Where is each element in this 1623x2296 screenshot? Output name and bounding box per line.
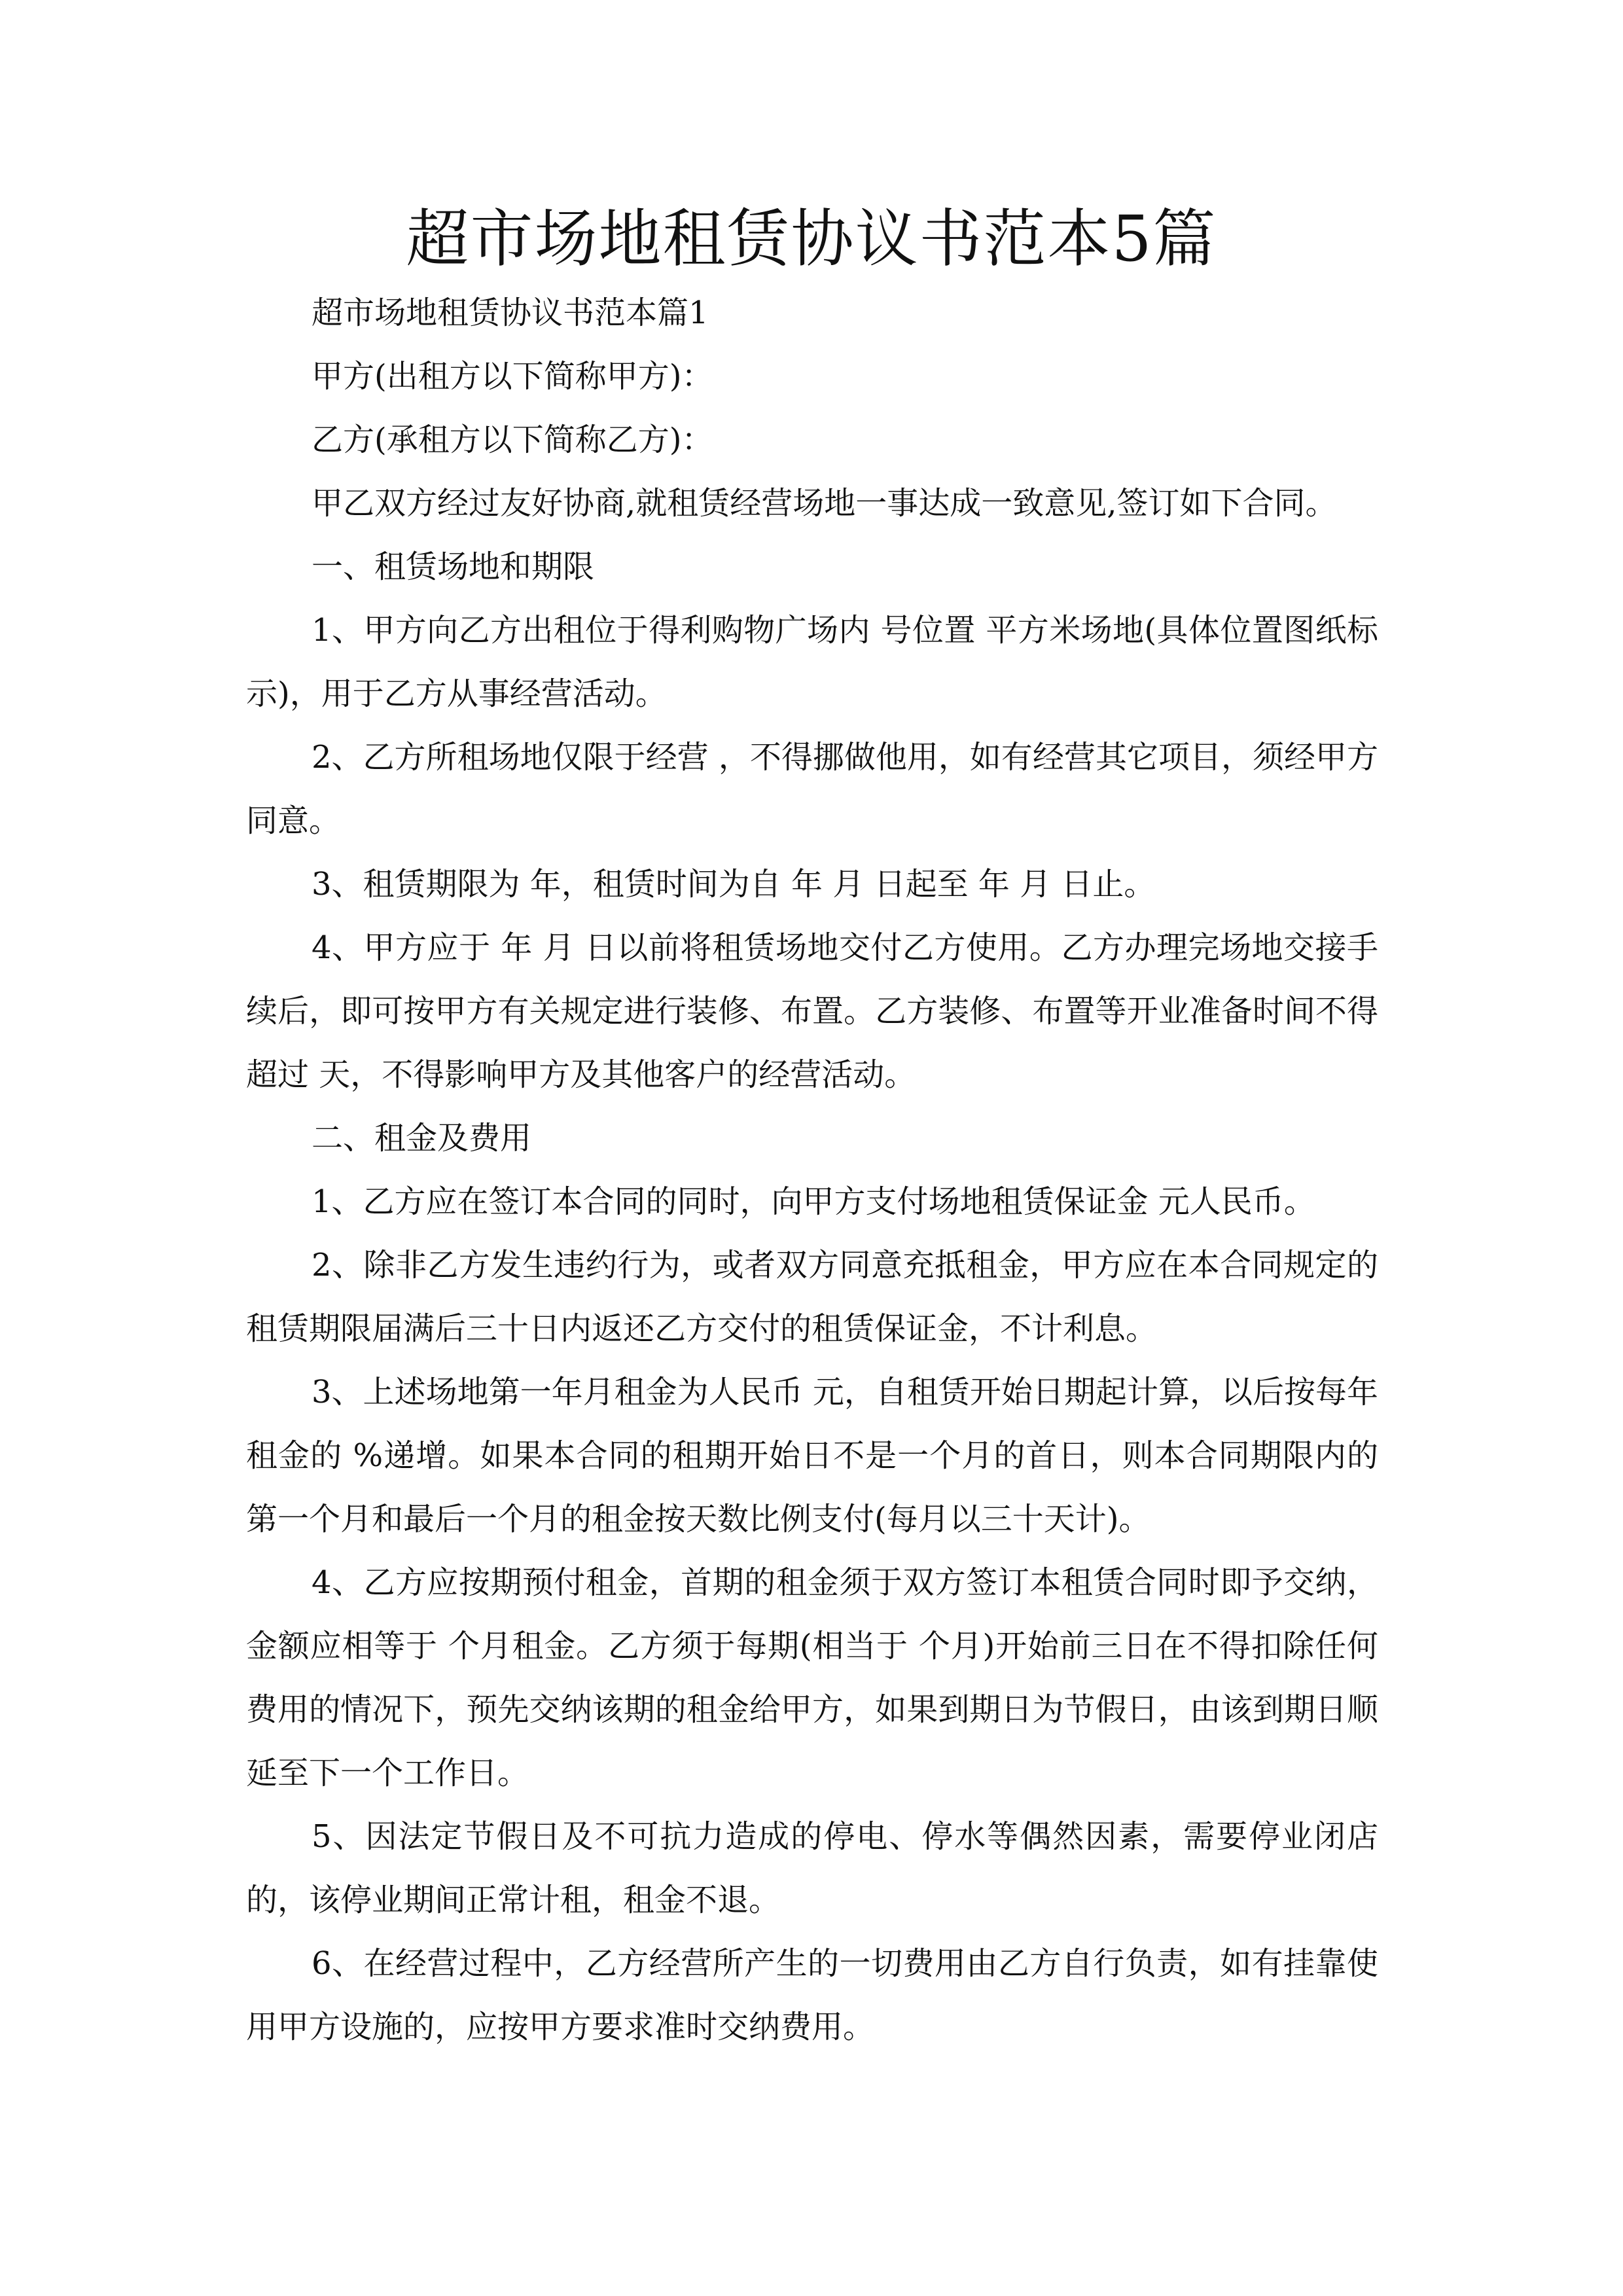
chapter-heading-lease: 一、租赁场地和期限 — [312, 548, 595, 585]
clause-paragraph: 3、租赁期限为 年，租赁时间为自 年 月 日起至 年 月 日止。 — [312, 866, 1156, 903]
clause-paragraph: 2、除非乙方发生违约行为，或者双方同意充抵租金，甲方应在本合同规定的租赁期限届满后三十日内返还乙方交付的租赁保证金，不计利息。 — [246, 1247, 1378, 1347]
clause-paragraph: 6、在经营过程中，乙方经营所产生的一切费用由乙方自行负责，如有挂靠使用甲方设施的，应按甲方要求准时交纳费用。 — [246, 1945, 1378, 2045]
clause-paragraph: 4、甲方应于 年 月 日以前将租赁场地交付乙方使用。乙方办理完场地交接手续后，即可按甲方有关规定进行装修、布置。乙方装修、布置等开业准备时间不得超过 天，不得影响甲方及其他客户的经营活动。 — [246, 929, 1378, 1093]
clause-paragraph: 1、乙方应在签订本合同的同时，向甲方支付场地租赁保证金 元人民币。 — [312, 1183, 1315, 1220]
party-a-line: 甲方(出租方以下简称甲方)： — [312, 358, 713, 395]
document-body — [246, 281, 1378, 2059]
document-title: 超市场地租赁协议书范本5篇 — [406, 202, 1217, 276]
clause-paragraph: 3、上述场地第一年月租金为人民币 元，自租赁开始日期起计算，以后按每年租金的 %递增。如果本合同的租期开始日不是一个月的首日，则本合同期限内的第一个月和最后一个月的租金按天数比例支付(每月以三十天计)。 — [246, 1374, 1378, 1537]
preamble-paragraph: 甲乙双方经过友好协商,就租赁经营场地一事达成一致意见,签订如下合同。 — [312, 485, 1337, 522]
clause-paragraph: 5、因法定节假日及不可抗力造成的停电、停水等偶然因素，需要停业闭店的，该停业期间正常计租，租金不退。 — [246, 1818, 1378, 1918]
clause-paragraph: 2、乙方所租场地仅限于经营 ，不得挪做他用，如有经营其它项目，须经甲方同意。 — [246, 739, 1378, 839]
chapter-heading-rent: 二、租金及费用 — [312, 1120, 532, 1157]
clause-paragraph: 1、甲方向乙方出租位于得利购物广场内 号位置 平方米场地(具体位置图纸标示)，用于乙方从事经营活动。 — [246, 612, 1378, 712]
section-heading-1: 超市场地租赁协议书范本篇1 — [312, 295, 709, 331]
party-b-line: 乙方(承租方以下简称乙方)： — [312, 422, 713, 458]
clause-paragraph: 4、乙方应按期预付租金，首期的租金须于双方签订本租赁合同时即予交纳，金额应相等于 个月租金。乙方须于每期(相当于 个月)开始前三日在不得扣除任何费用的情况下，预先交纳该期的租金给甲方，如果到期日为节假日，由该到期日顺延至下一个工作日。 — [246, 1564, 1378, 1791]
